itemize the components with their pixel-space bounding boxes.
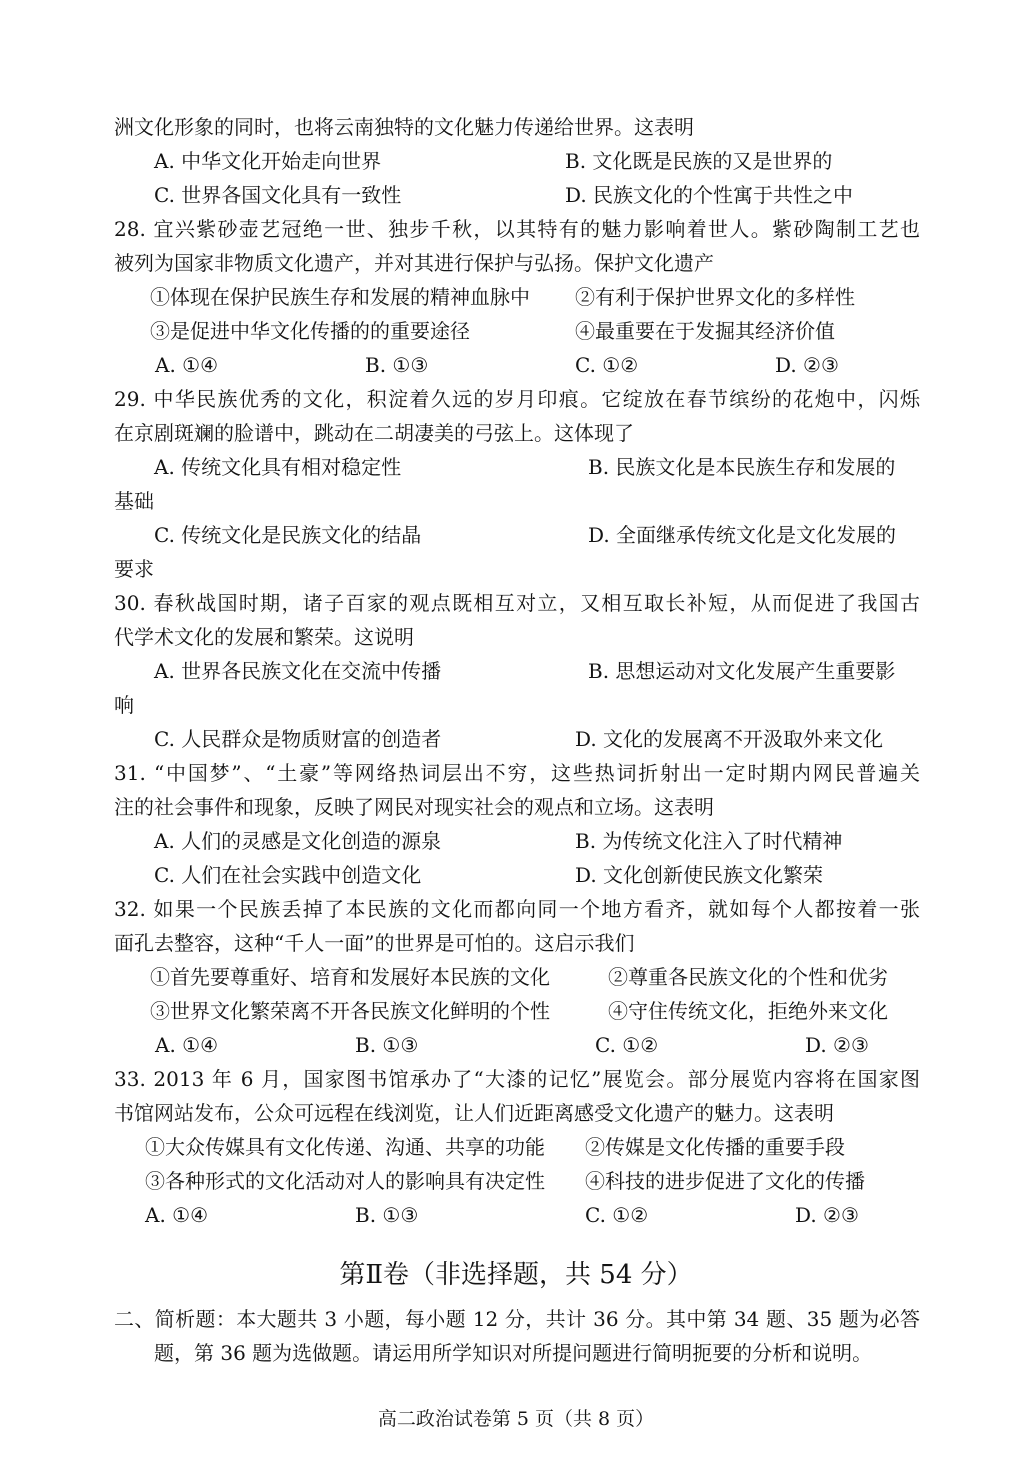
q33-option-b: B. ①③ — [355, 1203, 419, 1227]
q27-option-b: B. 文化既是民族的又是世界的 — [565, 149, 833, 173]
q29-stem-line1: 29. 中华民族优秀的文化，积淀着久远的岁月印痕。它绽放在春节缤纷的花炮中，闪烁 — [114, 387, 920, 411]
q33-option-a: A. ①④ — [145, 1203, 209, 1227]
q28-item-1: ①体现在保护民族生存和发展的精神血脉中 — [150, 285, 530, 309]
q31-option-d: D. 文化创新使民族文化繁荣 — [575, 863, 824, 887]
q32-item-4: ④守住传统文化，拒绝外来文化 — [608, 999, 888, 1023]
q29-option-c: C. 传统文化是民族文化的结晶 — [154, 523, 422, 547]
q30-stem-line1: 30. 春秋战国时期，诸子百家的观点既相互对立，又相互取长补短，从而促进了我国古 — [114, 591, 920, 615]
section2-intro-line2: 题，第 36 题为选做题。请运用所学知识对所提问题进行简明扼要的分析和说明。 — [154, 1341, 873, 1365]
q28-item-4: ④最重要在于发掘其经济价值 — [575, 319, 835, 343]
q32-option-d: D. ②③ — [805, 1033, 869, 1057]
q28-item-3: ③是促进中华文化传播的的重要途径 — [150, 319, 470, 343]
section2-title: 第Ⅱ卷（非选择题，共 54 分） — [339, 1260, 693, 1290]
q33-option-c: C. ①② — [585, 1203, 649, 1227]
q28-option-d: D. ②③ — [775, 353, 839, 377]
q30-stem-line2: 代学术文化的发展和繁荣。这说明 — [114, 625, 414, 649]
q29-option-b-cont: 基础 — [114, 489, 154, 513]
q33-item-4: ④科技的进步促进了文化的传播 — [585, 1169, 865, 1193]
q30-option-a: A. 世界各民族文化在交流中传播 — [154, 659, 442, 683]
q32-item-3: ③世界文化繁荣离不开各民族文化鲜明的个性 — [150, 999, 550, 1023]
q32-option-b: B. ①③ — [355, 1033, 419, 1057]
q31-option-c: C. 人们在社会实践中创造文化 — [154, 863, 422, 887]
q33-item-1: ①大众传媒具有文化传递、沟通、共享的功能 — [145, 1135, 545, 1159]
q32-item-1: ①首先要尊重好、培育和发展好本民族的文化 — [150, 965, 550, 989]
q31-stem-line1: 31. “中国梦”、“土豪”等网络热词层出不穷，这些热词折射出一定时期内网民普遍关 — [114, 761, 920, 785]
q30-option-b-cont: 响 — [114, 693, 134, 717]
q27-stem: 洲文化形象的同时，也将云南独特的文化魅力传递给世界。这表明 — [114, 115, 694, 139]
q32-stem-line2: 面孔去整容，这种“千人一面”的世界是可怕的。这启示我们 — [114, 931, 635, 955]
q29-option-a: A. 传统文化具有相对稳定性 — [154, 455, 402, 479]
q29-option-d: D. 全面继承传统文化是文化发展的 — [588, 523, 897, 547]
q28-option-a: A. ①④ — [155, 353, 219, 377]
q31-option-a: A. 人们的灵感是文化创造的源泉 — [154, 829, 442, 853]
page-footer: 高二政治试卷第 5 页（共 8 页） — [377, 1408, 655, 1430]
q33-item-2: ②传媒是文化传播的重要手段 — [585, 1135, 845, 1159]
q31-option-b: B. 为传统文化注入了时代精神 — [575, 829, 843, 853]
q27-option-a: A. 中华文化开始走向世界 — [154, 149, 382, 173]
q30-option-d: D. 文化的发展离不开汲取外来文化 — [575, 727, 884, 751]
q32-item-2: ②尊重各民族文化的个性和优劣 — [608, 965, 888, 989]
q28-stem-line2: 被列为国家非物质文化遗产，并对其进行保护与弘扬。保护文化遗产 — [114, 251, 714, 275]
section2-intro-line1: 二、简析题：本大题共 3 小题，每小题 12 分，共计 36 分。其中第 34 题、35 题为必答 — [114, 1307, 920, 1331]
q33-item-3: ③各种形式的文化活动对人的影响具有决定性 — [145, 1169, 545, 1193]
q29-stem-line2: 在京剧斑斓的脸谱中，跳动在二胡凄美的弓弦上。这体现了 — [114, 421, 634, 445]
q29-option-b: B. 民族文化是本民族生存和发展的 — [588, 455, 896, 479]
q31-stem-line2: 注的社会事件和现象，反映了网民对现实社会的观点和立场。这表明 — [114, 795, 714, 819]
q28-option-c: C. ①② — [575, 353, 639, 377]
q29-option-d-cont: 要求 — [114, 557, 154, 581]
q27-option-c: C. 世界各国文化具有一致性 — [154, 183, 402, 207]
q32-option-a: A. ①④ — [155, 1033, 219, 1057]
q28-item-2: ②有利于保护世界文化的多样性 — [575, 285, 855, 309]
q33-option-d: D. ②③ — [795, 1203, 859, 1227]
q30-option-c: C. 人民群众是物质财富的创造者 — [154, 727, 442, 751]
q32-stem-line1: 32. 如果一个民族丢掉了本民族的文化而都向同一个地方看齐，就如每个人都按着一张 — [114, 897, 920, 921]
q33-stem-line1: 33. 2013 年 6 月，国家图书馆承办了“大漆的记忆”展览会。部分展览内容将在国家图 — [114, 1067, 920, 1091]
q30-option-b: B. 思想运动对文化发展产生重要影 — [588, 659, 896, 683]
q27-option-d: D. 民族文化的个性寓于共性之中 — [565, 183, 854, 207]
q32-option-c: C. ①② — [595, 1033, 659, 1057]
q33-stem-line2: 书馆网站发布，公众可远程在线浏览，让人们近距离感受文化遗产的魅力。这表明 — [114, 1101, 834, 1125]
q28-stem-line1: 28. 宜兴紫砂壶艺冠绝一世、独步千秋，以其特有的魅力影响着世人。紫砂陶制工艺也 — [114, 217, 920, 241]
q28-option-b: B. ①③ — [365, 353, 429, 377]
